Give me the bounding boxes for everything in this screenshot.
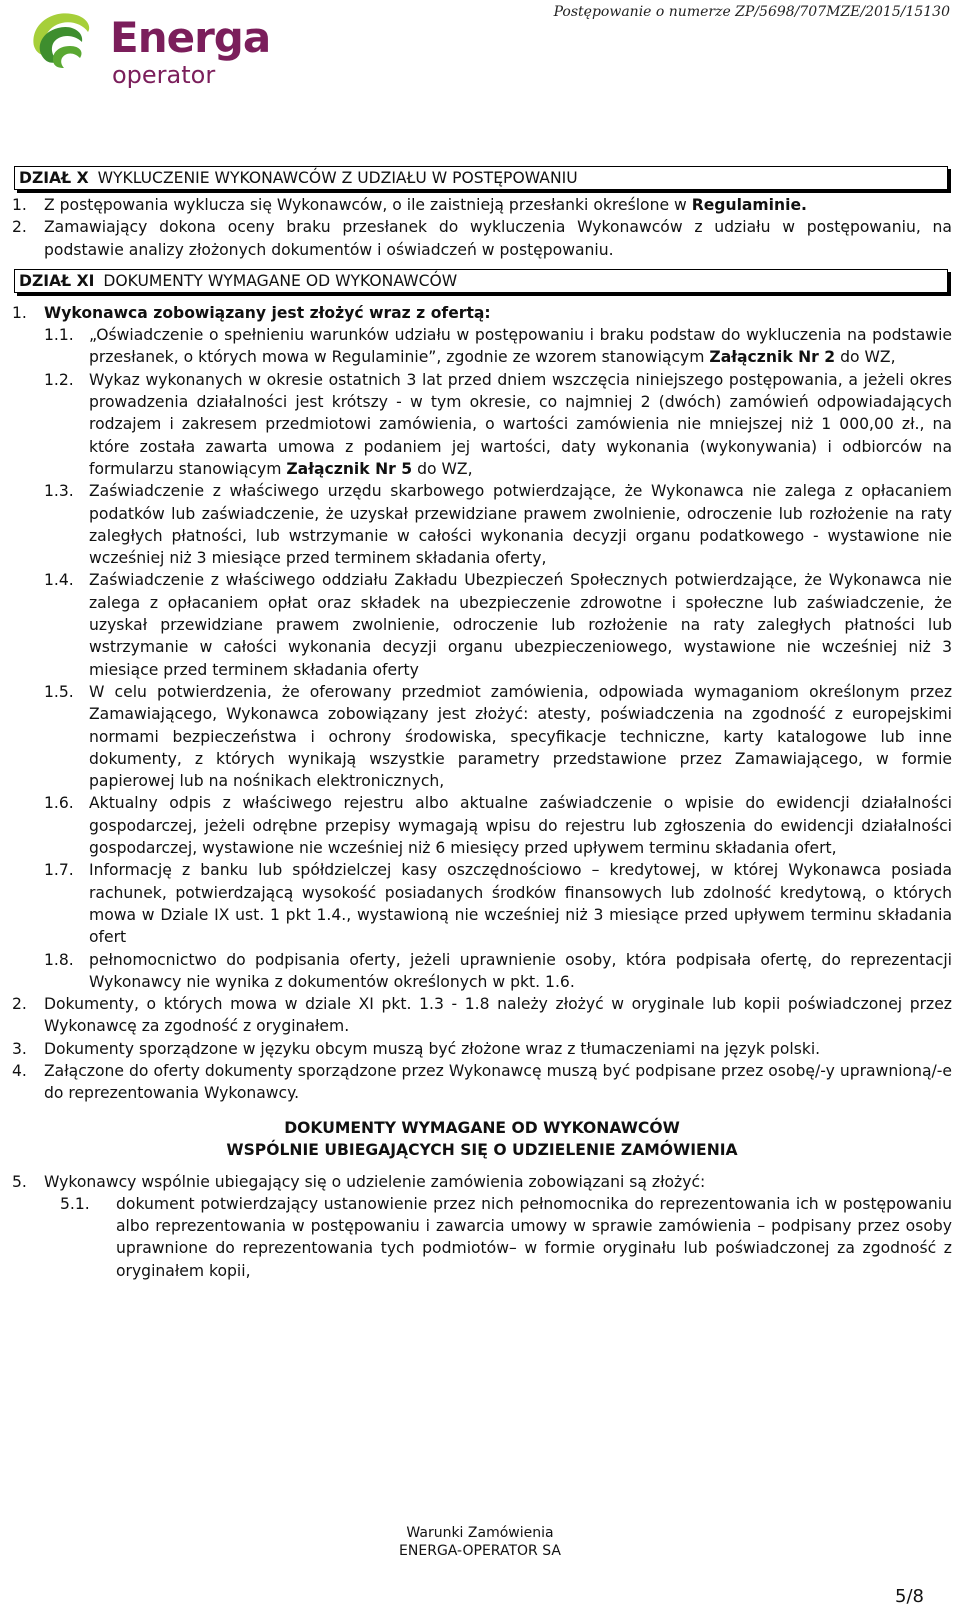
page-number: 5/8	[895, 1586, 924, 1607]
sublist-item	[12, 324, 952, 369]
page-footer	[0, 1524, 960, 1560]
sublist-number: 5.1.	[60, 1194, 90, 1213]
sublist-text: Zaświadczenie z właściwego oddziału Zakładu Ubezpieczeń Społecznych potwierdzające, że Wykonawca nie zalega z opłacaniem opłat oraz składek na ubezpieczenie zdrowotne i społeczne lub zaświadczenie, że uzyskał przewidziane prawem zwolnienie, odroczenie lub rozłożenie na raty zaległych płatności lub wstrzymanie w całości wykonania decyzji organu ubezpieczeniowego, wystawione nie wcześniej niż 3 miesiące przed terminem składania oferty	[89, 571, 952, 679]
sublist-number: 1.8.	[44, 950, 74, 969]
sublist-text: pełnomocnictwo do podpisania oferty, jeżeli uprawnienie osoby, która podpisała ofertę, do reprezentacji Wykonawcy nie wynika z dokumentów określonych w pkt. 1.6.	[89, 950, 952, 991]
sublist-text: Informację z banku lub spółdzielczej kasy oszczędnościowo – kredytowej, w której Wykonawca posiada rachunek, potwierdzającą wysokość posiadanych środków finansowych lub zdolność kredytową, o których mowa w Dziale IX ust. 1 pkt 1.4., wystawioną nie wcześniej niż 3 miesiące przed upływem terminu składania ofert	[89, 861, 952, 947]
section-heading-xi	[14, 269, 948, 293]
sublist-number: 1.6.	[44, 794, 74, 813]
list-item	[12, 993, 952, 1038]
logo-name: Energa	[110, 13, 271, 62]
sublist-number: 1.4.	[44, 571, 74, 590]
list-text: Załączone do oferty dokumenty sporządzone przez Wykonawcę muszą być podpisane przez osobę/-y uprawnioną/-e do reprezentowania Wykonawcy.	[44, 1061, 952, 1103]
heading-line: WSPÓLNIE UBIEGAJĄCYCH SIĘ O UDZIELENIE ZAMÓWIENIA	[226, 1140, 738, 1159]
sublist-number: 1.5.	[44, 682, 74, 701]
sublist-text: Aktualny odpis z właściwego rejestru albo aktualne zaświadczenie o wpisie do ewidencji działalności gospodarczej, jeżeli odrębne przepisy wymagają wpisu do rejestru lub zgłoszenia do ewidencji działalności gospodarczej, wystawione nie wcześniej niż 6 miesięcy przed upływem terminu składania ofert,	[89, 794, 952, 858]
sublist-number: 1.1.	[44, 326, 74, 345]
list-item	[12, 1171, 952, 1193]
sublist-text: „Oświadczenie o spełnieniu warunków udziału w postępowaniu i braku podstaw do wykluczenia na podstawie przesłanek, o których mowa w Regulaminie”, zgodnie ze wzorem stanowiącym Załącznik Nr 2 do WZ,	[89, 326, 952, 367]
sublist-item	[12, 859, 952, 948]
footer-line: ENERGA-OPERATOR SA	[399, 1543, 561, 1559]
list-number: 1.	[12, 196, 27, 214]
list-heading: Wykonawca zobowiązany jest złożyć wraz z ofertą:	[44, 303, 491, 322]
sublist-item	[12, 1193, 952, 1282]
sublist-number: 1.7.	[44, 861, 74, 880]
joint-bidders-heading	[12, 1117, 952, 1161]
sublist-item	[12, 792, 952, 859]
sublist-number: 1.3.	[44, 482, 74, 501]
sublist-text: Zaświadczenie z właściwego urzędu skarbowego potwierdzające, że Wykonawca nie zalega z opłacaniem podatków lub zaświadczenie, że uzyskał przewidziane prawem zwolnienie, odroczenie lub rozłożenie na raty zaległych płatności, lub wstrzymanie w całości wykonania decyzji organu podatkowego - wystawione nie wcześniej niż 3 miesiące przed terminem składania oferty,	[89, 482, 952, 568]
section-heading-x	[14, 166, 948, 190]
sublist-number: 1.2.	[44, 370, 74, 389]
list-item	[12, 1060, 952, 1105]
sublist-item	[12, 949, 952, 994]
heading-line: DOKUMENTY WYMAGANE OD WYKONAWCÓW	[284, 1118, 680, 1137]
sublist-text: dokument potwierdzający ustanowienie przez nich pełnomocnika do reprezentowania ich w postępowaniu albo reprezentowania w postępowaniu i zawarcia umowy w sprawie zamówienia – podpisany przez osoby uprawnione do reprezentowania tych podmiotów– w formie oryginału lub poświadczonej za zgodność z oryginałem kopii,	[116, 1194, 952, 1280]
section-title: DOKUMENTY WYMAGANE OD WYKONAWCÓW	[103, 271, 458, 290]
list-number: 4.	[12, 1061, 27, 1080]
list-number: 3.	[12, 1039, 27, 1058]
procedure-reference: Postępowanie o numerze ZP/5698/707MZE/2015/15130	[553, 4, 950, 20]
list-item	[12, 1038, 952, 1060]
list-number: 5.	[12, 1172, 27, 1191]
logo-subtitle: operator	[112, 61, 216, 89]
sublist-item	[12, 569, 952, 680]
section-label: DZIAŁ XI	[19, 271, 95, 290]
section-title: WYKLUCZENIE WYKONAWCÓW Z UDZIAŁU W POSTĘPOWANIU	[97, 169, 578, 187]
sublist-item	[12, 369, 952, 480]
list-text: Zamawiający dokona oceny braku przesłanek do wykluczenia Wykonawców z udziału w postępowaniu, na podstawie analizy złożonych dokumentów i oświadczeń w postępowaniu.	[44, 218, 952, 259]
energa-operator-logo	[28, 6, 278, 88]
energa-swirl-icon	[28, 6, 108, 76]
list-item	[12, 194, 952, 216]
list-text: Z postępowania wyklucza się Wykonawców, o ile zaistnieją przesłanki określone w Regulaminie.	[44, 196, 807, 214]
list-number: 2.	[12, 995, 27, 1014]
list-number: 1.	[12, 303, 27, 322]
list-item	[12, 302, 952, 324]
list-item	[12, 216, 952, 261]
section-label: DZIAŁ X	[19, 169, 89, 187]
list-text: Wykonawcy wspólnie ubiegający się o udzielenie zamówienia zobowiązani są złożyć:	[44, 1172, 706, 1191]
document-body	[12, 166, 952, 1282]
sublist-item	[12, 681, 952, 792]
sublist-item	[12, 480, 952, 569]
list-text: Dokumenty, o których mowa w dziale XI pkt. 1.3 - 1.8 należy złożyć w oryginale lub kopii poświadczonej przez Wykonawcę za zgodność z oryginałem.	[44, 995, 952, 1036]
list-text: Dokumenty sporządzone w języku obcym muszą być złożone wraz z tłumaczeniami na język polski.	[44, 1039, 821, 1058]
footer-line: Warunki Zamówienia	[406, 1525, 554, 1541]
sublist-text: W celu potwierdzenia, że oferowany przedmiot zamówienia, odpowiada wymaganiom określonym przez Zamawiającego, Wykonawca zobowiązany jest złożyć: atesty, poświadczenia na zgodność z europejskimi normami bezpieczeństwa i ochrony środowiska, specyfikacje techniczne, karty katalogowe lub inne dokumenty, z których wynikają wszystkie parametry przedstawione przez Zamawiającego, w formie papierowej lub na nośnikach elektronicznych,	[89, 682, 952, 791]
sublist-text: Wykaz wykonanych w okresie ostatnich 3 lat przed dniem wszczęcia niniejszego postępowania, a jeżeli okres prowadzenia działalności jest krótszy - w tym okresie, co najmniej 2 (dwóch) zamówień odpowiadających rodzajem i zakresem przedmiotowi zamówienia, o wartości zamówienia nie mniejszej niż 1 000,00 zł., na które została zawarta umowa z podaniem jej wartości, daty wykonania (wykonywania) i odbiorców na formularzu stanowiącym Załącznik Nr 5 do WZ,	[89, 370, 952, 478]
list-number: 2.	[12, 218, 27, 237]
